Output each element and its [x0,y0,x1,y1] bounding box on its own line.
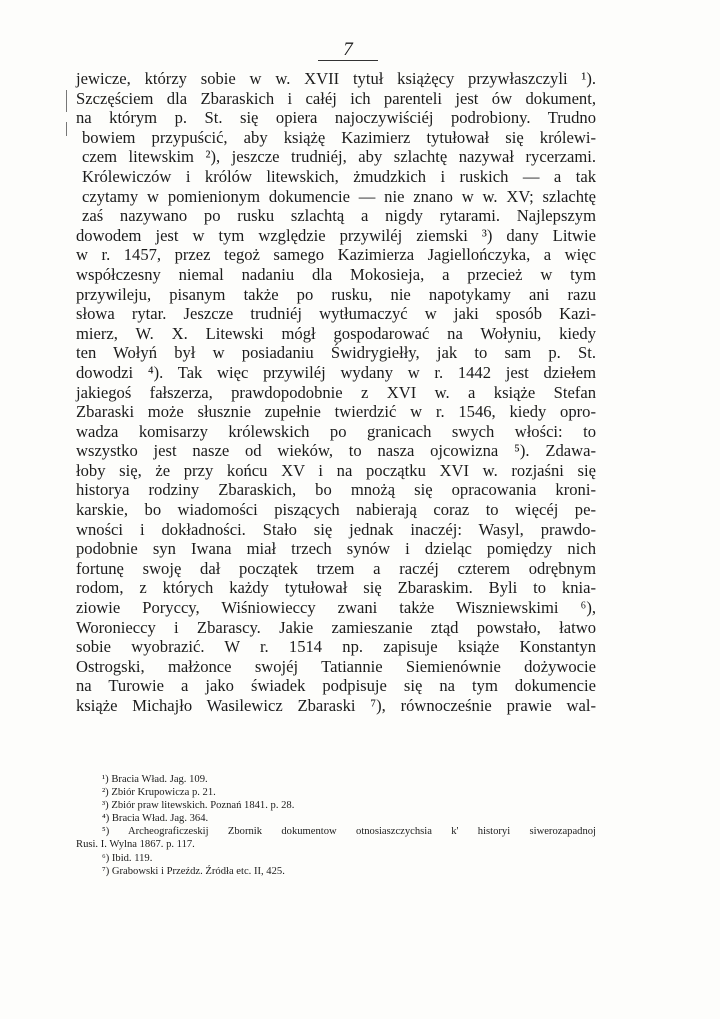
body-line: książe Michajło Wasilewicz Zbaraski ⁷), równocześnie prawie wal- [76,696,596,715]
body-line: na Turowie a jako świadek podpisuje się na tym dokumencie [76,676,596,696]
body-line: Królewiczów i królów litewskich, żmudzkich i ruskich — a tak [82,166,596,186]
body-line: dowodem jest w tym względzie przywiléj ziemski ³) dany Litwie [76,225,596,245]
footnote: ⁶) Ibid. 119. [102,852,153,864]
footnote-continuation: Rusi. I. Wylna 1867. p. 117. [76,839,195,851]
body-line: jewicze, którzy sobie w w. XVII tytuł książęcy przywłaszczyli ¹). [76,69,596,88]
body-line: czem litewskim ²), jeszcze trudniéj, aby szlachtę nazywał rycerzami. [82,147,596,167]
body-line: Ostrogski, małżonce swojéj Tatiannie Siemienównie dożywocie [76,656,596,676]
body-line: łoby się, że przy końcu XV i na początku XVI w. rozjaśni się [76,460,596,480]
body-line: słowa rytar. Jeszcze trudniéj wytłumaczyć w jaki sposób Kazi- [76,304,596,324]
body-line: podobnie syn Iwana miał trzech synów i dzieląc pomiędzy nich [76,539,596,559]
body-line: wności i dokładności. Stało się jednak inaczéj: Wasyl, prawdo- [76,519,596,539]
body-line: Woronieccy i Zbarascy. Jakie zamieszanie ztąd powstało, łatwo [76,617,596,637]
body-line: ziowie Poryccy, Wiśniowieccy zwani także Wiszniewskimi ⁶), [76,598,596,618]
footnote: ¹) Bracia Wład. Jag. 109. [102,774,208,785]
body-line: współczesny niemal nadaniu dla Mokosieja, a przecież w tym [76,264,596,284]
body-line: dowodzi ⁴). Tak więc przywiléj wydany w r. 1442 jest dziełem [76,362,596,382]
body-line: Szczęściem dla Zbaraskich i całéj ich parenteli jest ów dokument, [76,88,596,108]
footnote: ³) Zbiór praw litewskich. Poznań 1841. p. 28. [102,800,295,812]
body-line: mierz, W. X. Litewski mógł gospodarować na Wołyniu, kiedy [76,323,596,343]
body-line: czytamy w pomienionym dokumencie — nie znano w w. XV; szlachtę [82,186,596,206]
body-text [76,69,596,716]
body-line: bowiem przypuścić, aby książę Kazimierz tytułował się królewi- [82,127,596,147]
footnotes [76,773,596,878]
body-line: wadza komisarzy królewskich po granicach swych włości: to [76,421,596,441]
body-line: ten Wołyń był w posiadaniu Świdrygiełły, jak to sam p. St. [76,343,596,363]
body-line: na którym p. St. się opiera najoczywiściéj podrobiony. Trudno [76,108,596,128]
body-line: fortunę swoję dał początek trzem a raczéj czterem odrębnym [76,558,596,578]
body-line: historya rodziny Zbaraskich, bo mnożą się opracowania kroni- [76,480,596,500]
body-line: w r. 1457, przez tegoż samego Kazimierza Jagiellończyka, a więc [76,245,596,265]
margin-mark [66,122,67,136]
body-line: przywileju, pisanym także po rusku, nie napotykamy ani razu [76,284,596,304]
page-number: 7 [318,40,378,61]
body-line: Zbaraski może słusznie zupełnie twierdzić w r. 1546, kiedy opro- [76,402,596,422]
margin-mark [66,90,67,112]
body-line: jakiegoś fałszerza, prawdopodobnie z XVI w. a książe Stefan [76,382,596,402]
body-line: rodom, z których każdy tytułował się Zbaraskim. Byli to knia- [76,578,596,598]
body-line: karskie, bo wiadomości piszących nabierają coraz to więcéj pe- [76,500,596,520]
footnote: ⁴) Bracia Wład. Jag. 364. [102,813,209,825]
body-line: sobie wyobrazić. W r. 1514 np. zapisuje książe Konstantyn [76,637,596,657]
footnote: ⁵) Archeograficzeskij Zbornik dokumentow otnosiaszczychsia k' historyi siwerozapadnoj [102,826,596,838]
body-line: wszystko jest nasze od wieków, to nasza ojcowizna ⁵). Zdawa- [76,441,596,461]
body-line: zaś nazywano po rusku szlachtą a nigdy rytarami. Najlepszym [82,206,596,226]
footnote: ²) Zbiór Krupowicza p. 21. [102,787,216,799]
footnote: ⁷) Grabowski i Przeźdz. Źródła etc. II, 425. [102,865,285,877]
